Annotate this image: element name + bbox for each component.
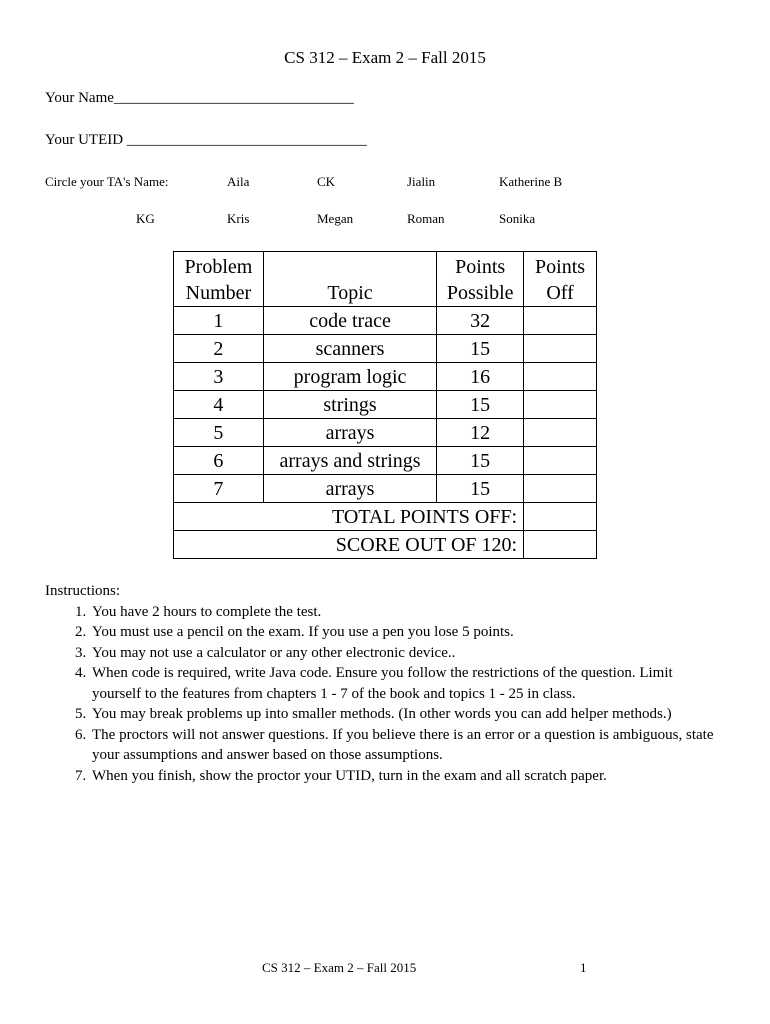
table-row [174, 419, 597, 447]
footer-title: CS 312 – Exam 2 – Fall 2015 [262, 960, 417, 975]
page-title: CS 312 – Exam 2 – Fall 2015 [284, 48, 486, 67]
points-off-cell [524, 335, 597, 363]
points-off-cell [524, 307, 597, 335]
ta-name: Kris [227, 211, 250, 226]
ta-name: KG [136, 211, 155, 226]
points-possible: 15 [437, 335, 524, 363]
problem-number: 7 [174, 475, 264, 503]
points-off-cell [524, 447, 597, 475]
header-points-possible: Points Possible [437, 252, 524, 307]
table-row [174, 391, 597, 419]
score-table [173, 251, 597, 559]
points-possible: 15 [437, 447, 524, 475]
instruction-item: 5. You may break problems up into smaller methods. (In other words you can add helper methods.) [90, 704, 725, 725]
table-row [174, 335, 597, 363]
problem-number: 6 [174, 447, 264, 475]
score-row [174, 531, 597, 559]
score-label: SCORE OUT OF 120: [174, 531, 524, 559]
instructions-heading: Instructions: [45, 583, 120, 599]
instruction-item: 4. When code is required, write Java code. Ensure you follow the restrictions of the question. Limit yourself to the features from chapters 1 - 7 of the book and topics 1 - 25 in class. [90, 663, 725, 704]
problem-topic: scanners [263, 335, 436, 363]
table-row [174, 363, 597, 391]
points-off-cell [524, 419, 597, 447]
points-possible: 32 [437, 307, 524, 335]
score-cell [524, 531, 597, 559]
table-row [174, 307, 597, 335]
ta-name: Aila [227, 174, 250, 189]
points-off-cell [524, 363, 597, 391]
problem-number: 2 [174, 335, 264, 363]
problem-topic: arrays [263, 475, 436, 503]
points-possible: 15 [437, 475, 524, 503]
header-topic: Topic [263, 252, 436, 307]
instruction-item: 7. When you finish, show the proctor your UTID, turn in the exam and all scratch paper. [90, 766, 725, 787]
points-possible: 12 [437, 419, 524, 447]
instructions [45, 581, 725, 786]
ta-name: Sonika [499, 211, 536, 226]
problem-topic: arrays and strings [263, 447, 436, 475]
ta-name: Roman [407, 211, 445, 226]
ta-label: Circle your TA's Name: [45, 174, 169, 189]
ta-name: CK [317, 174, 336, 189]
header-problem-number: Problem Number [174, 252, 264, 307]
points-possible: 15 [437, 391, 524, 419]
points-off-cell [524, 475, 597, 503]
problem-number: 4 [174, 391, 264, 419]
instruction-item: 1. You have 2 hours to complete the test. [90, 602, 725, 623]
points-off-cell [524, 391, 597, 419]
problem-topic: program logic [263, 363, 436, 391]
uteid-field: Your UTEID ________________________________ [45, 132, 367, 148]
ta-name: Jialin [407, 174, 436, 189]
total-row [174, 503, 597, 531]
table-row [174, 447, 597, 475]
ta-name: Megan [317, 211, 354, 226]
problem-topic: code trace [263, 307, 436, 335]
name-field: Your Name________________________________ [45, 90, 354, 106]
instruction-item: 6. The proctors will not answer questions. If you believe there is an error or a question is ambiguous, state your assumptions and answer based on those assumptions. [90, 725, 725, 766]
problem-topic: arrays [263, 419, 436, 447]
problem-number: 5 [174, 419, 264, 447]
page-number: 1 [580, 960, 587, 975]
ta-name: Katherine B [499, 174, 563, 189]
instruction-item: 3. You may not use a calculator or any other electronic device.. [90, 643, 725, 664]
score-table-header [174, 252, 597, 307]
instructions-list [45, 602, 725, 787]
instruction-item: 2. You must use a pencil on the exam. If you use a pen you lose 5 points. [90, 622, 725, 643]
total-points-off-label: TOTAL POINTS OFF: [174, 503, 524, 531]
problem-number: 3 [174, 363, 264, 391]
header-points-off: Points Off [524, 252, 597, 307]
total-points-off-cell [524, 503, 597, 531]
points-possible: 16 [437, 363, 524, 391]
problem-number: 1 [174, 307, 264, 335]
problem-topic: strings [263, 391, 436, 419]
table-row [174, 475, 597, 503]
